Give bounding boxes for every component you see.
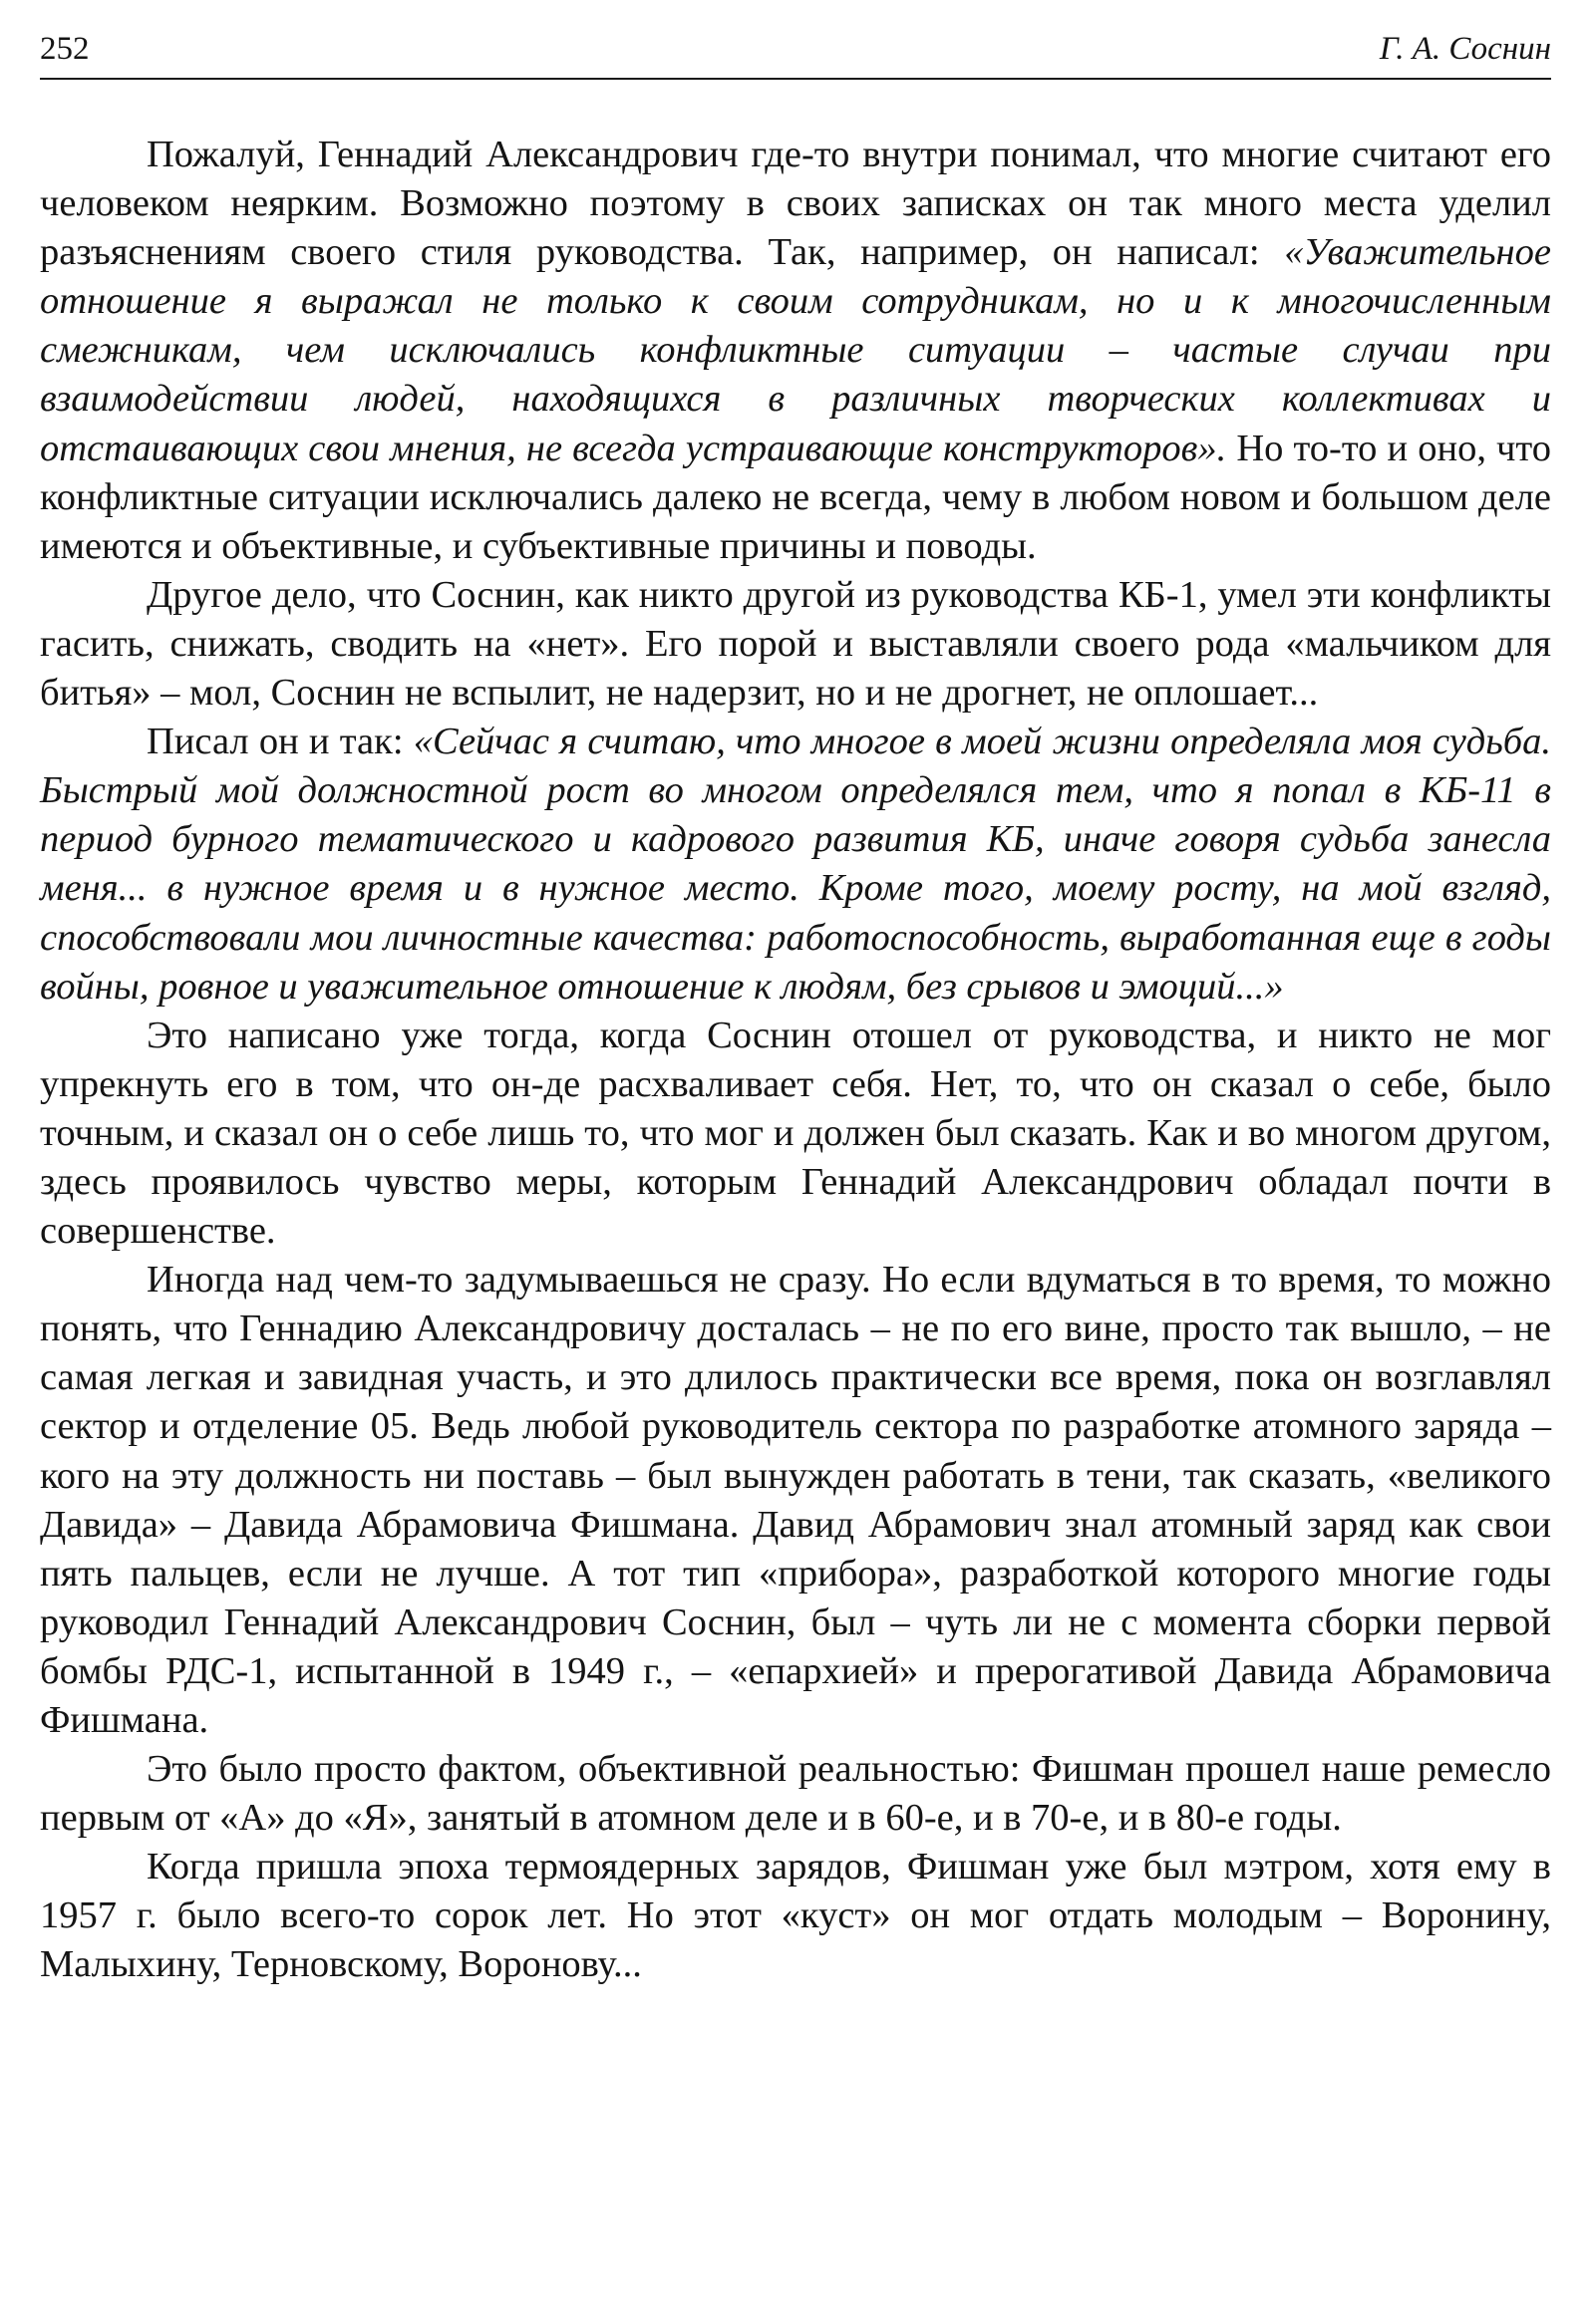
paragraph-text: Другое дело, что Соснин, как никто другой из руководства КБ-1, умел эти конфликты гасить, снижать, сводить на «нет». Его порой и выставляли своего рода «мальчиком для битья» – мол, Соснин не вспылит, не надерзит, но и не дрогнет, не оплошает... <box>40 573 1551 715</box>
paragraph-2 <box>40 571 1551 718</box>
body-text <box>40 131 1551 1990</box>
quote-text: «Сейчас я считаю, что многое в моей жизни определяла моя судьба. Быстрый мой должностной рост во многом определялся тем, что я попал в КБ-11 в период бурного тематического и кадрового развития КБ, иначе говоря судьба занесла меня... в нужное время и в нужное место. Кроме того, моему росту, на мой взгляд, способствовали мои личностные качества: работоспособность, выработанная еще в годы войны, ровное и уважительное отношение к людям, без срывов и эмоций...» <box>40 721 1551 1008</box>
paragraph-text: Когда пришла эпоха термоядерных зарядов, Фишман уже был мэтром, хотя ему в 1957 г. было всего-то сорок лет. Но этот «куст» он мог отдать молодым – Воронину, Малыхину, Терновскому, Воронову... <box>40 1846 1551 1986</box>
paragraph-text: Это было просто фактом, объективной реальностью: Фишман прошел наше ремесло первым от «А» до «Я», занятый в атомном деле и в 60-е, и в 70-е, и в 80-е годы. <box>40 1748 1551 1840</box>
running-title: Г. А. Соснин <box>1379 31 1551 67</box>
paragraph-3 <box>40 718 1551 1012</box>
paragraph-5 <box>40 1256 1551 1745</box>
page-number: 252 <box>40 31 90 67</box>
paragraph-4 <box>40 1012 1551 1256</box>
paragraph-text: Иногда над чем-то задумываешься не сразу. Но если вдуматься в то время, то можно понять, что Геннадию Александровичу досталась – не по его вине, просто так вышло, – не самая легкая и завидная участь, и это длилось практически все время, пока он возглавлял сектор и отделение 05. Ведь любой руководитель сектора по разработке атомного заряда – кого на эту должность ни поставь – был вынужден работать в тени, так сказать, «великого Давида» – Давида Абрамовича Фишмана. Давид Абрамович знал атомный заряд как свои пять пальцев, если не лучше. А тот тип «прибора», разработкой которого многие годы руководил Геннадий Александрович Соснин, был – чуть ли не с момента сборки первой бомбы РДС-1, испытанной в 1949 г., – «епархией» и прерогативой Давида Абрамовича Фишмана. <box>40 1259 1551 1741</box>
running-head <box>40 28 1551 70</box>
paragraph-7 <box>40 1843 1551 1989</box>
header-rule <box>40 78 1551 80</box>
paragraph-6 <box>40 1745 1551 1843</box>
paragraph-1 <box>40 131 1551 571</box>
book-page <box>40 28 1551 1986</box>
paragraph-text: Это написано уже тогда, когда Соснин отошел от руководства, и никто не мог упрекнуть его в том, что он-де расхваливает себя. Нет, то, что он сказал о себе, было точным, и сказал он о себе лишь то, что мог и должен был сказать. Как и во многом другом, здесь проявилось чувство меры, которым Геннадий Александрович обладал почти в совершенстве. <box>40 1014 1551 1253</box>
paragraph-text: Писал он и так: <box>147 721 414 763</box>
paragraph-text: Но то-то и оно, что конфликтные ситуации исключались далеко не всегда, чему в любом новом и большом деле имеются и объективные, и субъективные причины и поводы. <box>40 427 1551 567</box>
quote-text: «Уважительное отношение я выражал не только к своим сотрудникам, но и к многочисленным смежникам, чем исключались конфликтные ситуации – частые случаи при взаимодействии людей, находящихся в различных творческих коллективах и отстаивающих свои мнения, не всегда устраивающие конструкторов». <box>40 231 1551 469</box>
paragraph-text: Пожалуй, Геннадий Александрович где-то внутри понимал, что многие считают его человеком неярким. Возможно поэтому в своих записках он так много места уделил разъяснениям своего стиля руководства. Так, например, он написал: <box>40 134 1551 274</box>
